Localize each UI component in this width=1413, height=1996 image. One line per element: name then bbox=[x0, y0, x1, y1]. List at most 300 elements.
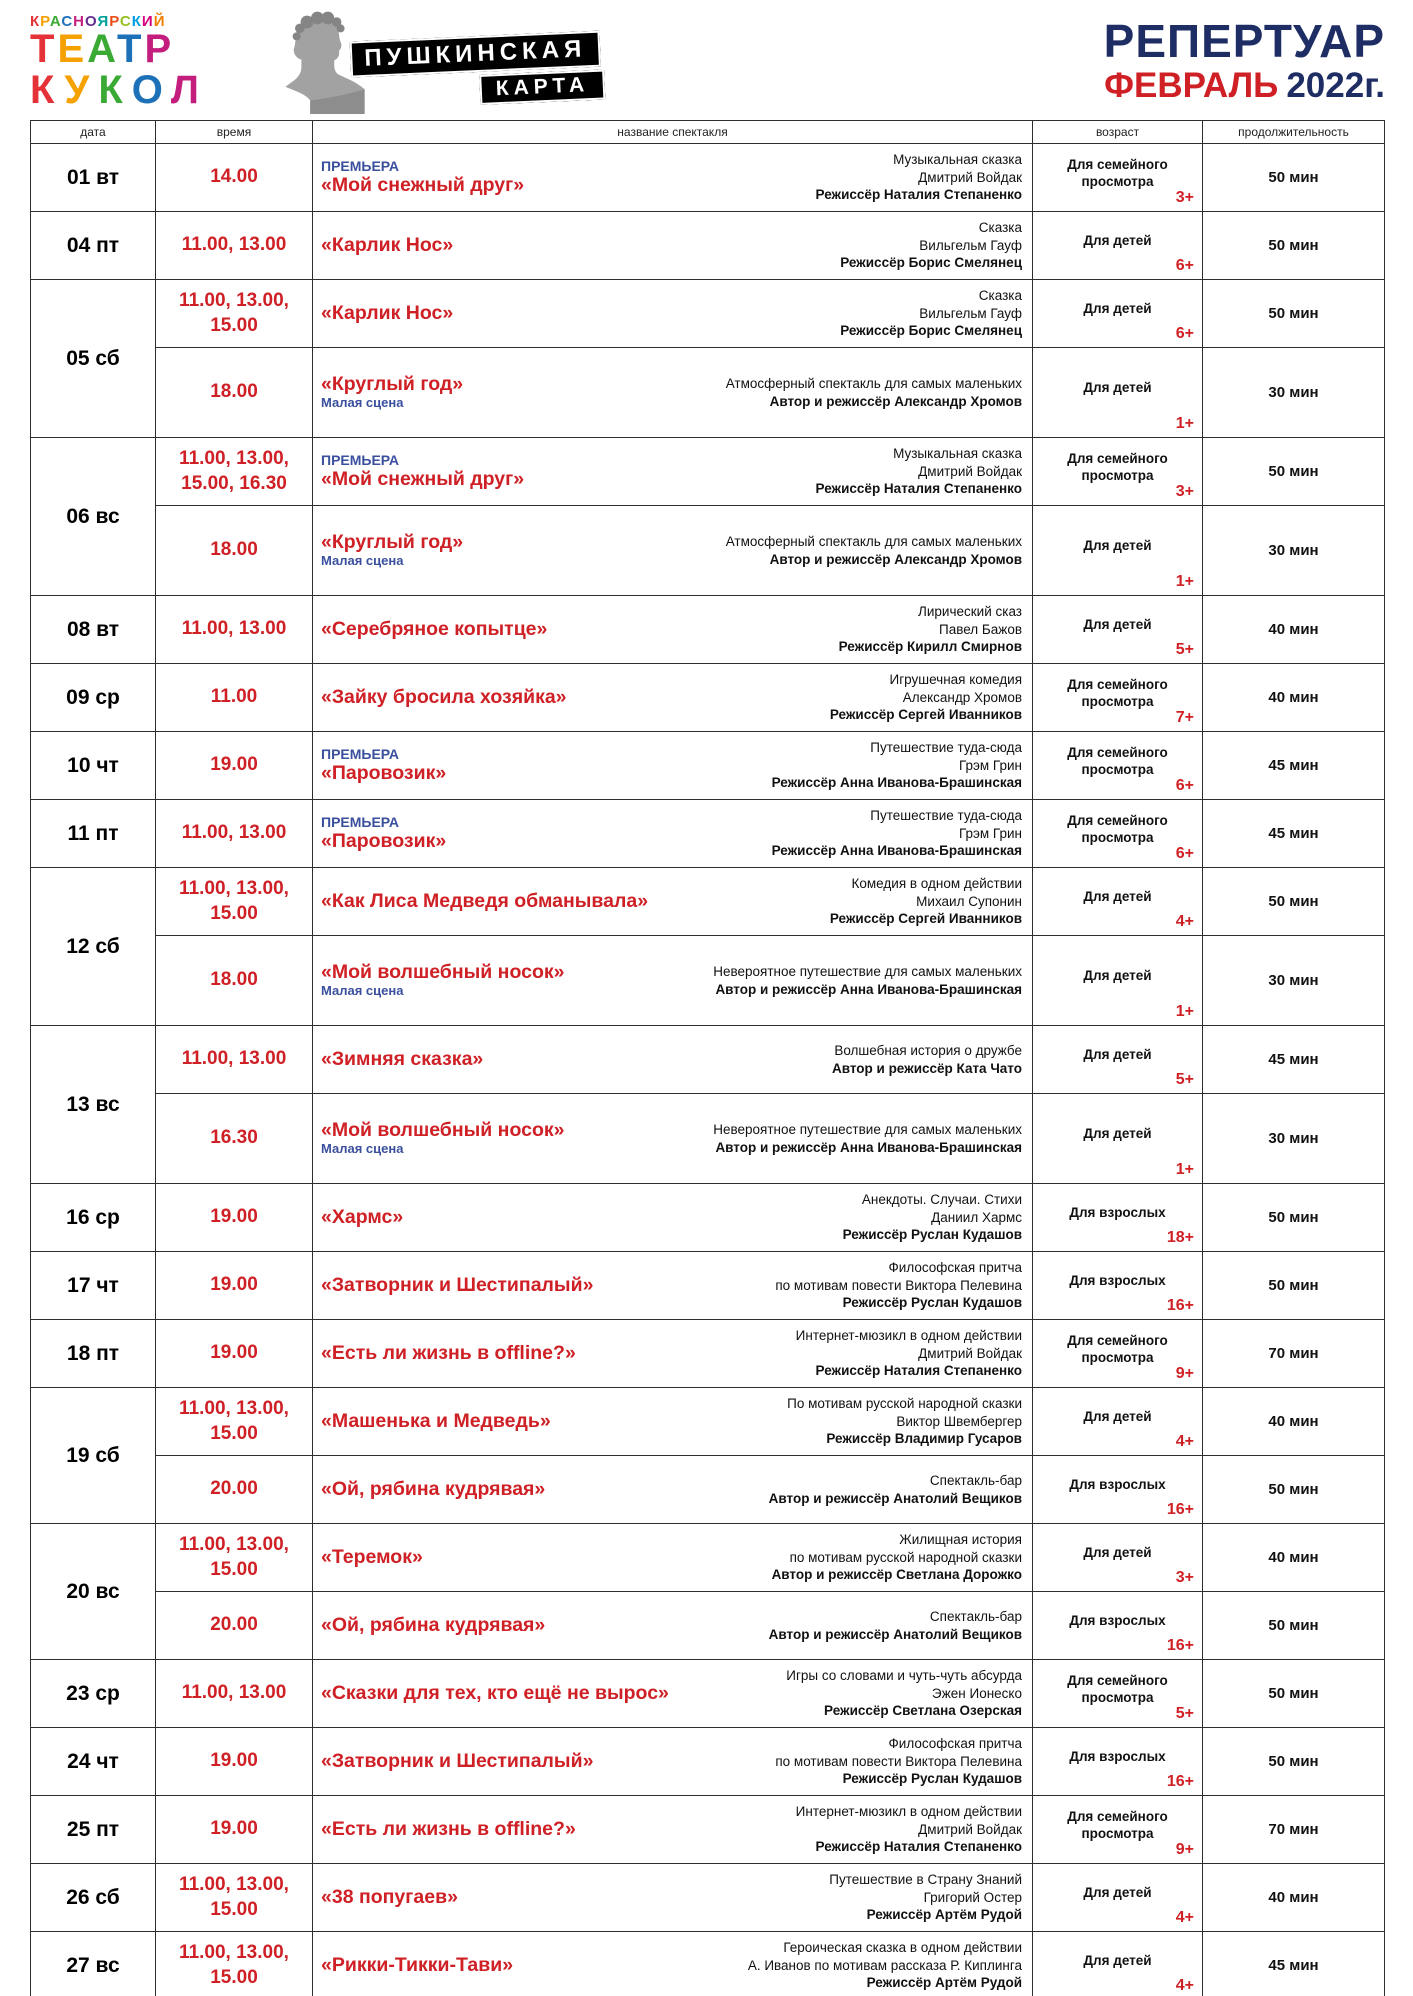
show-description bbox=[796, 1327, 1022, 1380]
premiere-label: ПРЕМЬЕРА bbox=[321, 158, 400, 175]
show-description bbox=[713, 963, 1022, 999]
description-line: Атмосферный спектакль для самых маленьких bbox=[725, 533, 1022, 549]
show-row bbox=[156, 212, 1384, 280]
show-title-block bbox=[321, 961, 564, 1000]
date-cell: 01 вт bbox=[31, 144, 156, 212]
duration-cell: 45 мин bbox=[1268, 1051, 1319, 1068]
repertoire-subtitle bbox=[1104, 66, 1385, 106]
description-lines bbox=[832, 1042, 1022, 1060]
schedule-group bbox=[31, 1026, 1384, 1184]
show-cell bbox=[313, 1388, 1033, 1455]
description-line: Невероятное путешествие для самых маленьких bbox=[713, 1121, 1022, 1137]
description-line: Грэм Грин bbox=[958, 757, 1022, 773]
director-line: Режиссёр Руслан Кудашов bbox=[842, 1227, 1022, 1243]
logo-line-theatre: ТЕАТР bbox=[30, 27, 175, 72]
group-rows bbox=[156, 144, 1384, 212]
director-line: Автор и режиссёр Анатолий Вещиков bbox=[768, 1490, 1022, 1506]
age-rating: 3+ bbox=[1175, 189, 1194, 206]
age-rating: 16+ bbox=[1166, 1297, 1194, 1314]
show-title-block bbox=[321, 1750, 593, 1772]
premiere-label: ПРЕМЬЕРА bbox=[321, 814, 400, 831]
audience-label: Для семейного просмотра bbox=[1067, 450, 1168, 483]
director-line: Режиссёр Кирилл Смирнов bbox=[838, 639, 1022, 655]
show-title-block bbox=[321, 1342, 576, 1364]
age-rating: 16+ bbox=[1166, 1773, 1194, 1790]
description-line: Игры со словами и чуть-чуть абсурда bbox=[786, 1667, 1022, 1683]
schedule-group bbox=[31, 212, 1384, 280]
show-row bbox=[156, 1660, 1384, 1728]
show-row bbox=[156, 936, 1384, 1026]
director-line: Автор и режиссёр Светлана Дорожко bbox=[771, 1567, 1022, 1583]
description-lines bbox=[769, 1472, 1022, 1490]
duration-cell: 50 мин bbox=[1268, 1277, 1319, 1294]
audience-label: Для детей bbox=[1083, 1953, 1152, 1969]
show-cell bbox=[313, 732, 1033, 799]
group-rows bbox=[156, 1796, 1384, 1864]
age-cell bbox=[1033, 1252, 1203, 1319]
audience-label: Для детей bbox=[1083, 1047, 1152, 1063]
show-title-block bbox=[321, 1886, 458, 1908]
duration-cell: 30 мин bbox=[1268, 972, 1319, 989]
show-cell bbox=[313, 1320, 1033, 1387]
show-description bbox=[726, 375, 1022, 411]
show-cell bbox=[313, 664, 1033, 731]
age-cell bbox=[1033, 1864, 1203, 1931]
show-description bbox=[775, 1259, 1022, 1312]
age-cell bbox=[1033, 1932, 1203, 1996]
audience-label: Для семейного просмотра bbox=[1067, 1332, 1168, 1365]
show-title-block bbox=[321, 1478, 545, 1500]
description-line: Вильгельм Гауф bbox=[919, 237, 1022, 253]
time-cell: 19.00 bbox=[156, 732, 313, 799]
age-rating: 4+ bbox=[1175, 913, 1194, 930]
group-rows bbox=[156, 1864, 1384, 1932]
show-title: «Затворник и Шестипалый» bbox=[321, 1274, 594, 1297]
director-line: Режиссёр Артём Рудой bbox=[866, 1975, 1022, 1991]
schedule-group bbox=[31, 144, 1384, 212]
description-line: Даниил Хармс bbox=[931, 1209, 1022, 1225]
director-line: Автор и режиссёр Анна Иванова-Брашинская bbox=[715, 1139, 1022, 1155]
col-header-duration: продолжительность bbox=[1238, 125, 1349, 139]
age-cell bbox=[1033, 438, 1203, 505]
description-line: Философская притча bbox=[888, 1735, 1022, 1751]
description-line: Спектакль-бар bbox=[929, 1608, 1022, 1624]
show-title: «Карлик Нос» bbox=[321, 234, 454, 257]
description-line: Путешествие в Страну Знаний bbox=[829, 1871, 1022, 1887]
description-line: Сказка bbox=[978, 287, 1022, 303]
show-description bbox=[830, 671, 1022, 724]
duration-cell: 70 мин bbox=[1268, 1821, 1319, 1838]
show-description bbox=[816, 445, 1022, 498]
description-line: Путешествие туда-сюда bbox=[870, 807, 1022, 823]
group-rows bbox=[156, 1320, 1384, 1388]
description-line: Анекдоты. Случаи. Стихи bbox=[861, 1191, 1022, 1207]
show-row bbox=[156, 596, 1384, 664]
duration-cell: 45 мин bbox=[1268, 757, 1319, 774]
age-cell bbox=[1033, 868, 1203, 935]
date-cell: 19 сб bbox=[31, 1388, 156, 1524]
show-description bbox=[796, 1803, 1022, 1856]
show-cell bbox=[313, 936, 1033, 1025]
audience-label: Для взрослых bbox=[1069, 1749, 1166, 1765]
page-header bbox=[30, 10, 1385, 116]
show-row bbox=[156, 1252, 1384, 1320]
age-cell bbox=[1033, 280, 1203, 347]
description-lines bbox=[726, 375, 1022, 393]
time-cell: 11.00, 13.00, 15.00 bbox=[156, 1388, 313, 1455]
age-rating: 3+ bbox=[1175, 483, 1194, 500]
audience-label: Для детей bbox=[1083, 617, 1152, 633]
date-cell: 16 ср bbox=[31, 1184, 156, 1252]
audience-label: Для детей bbox=[1083, 1545, 1152, 1561]
group-rows bbox=[156, 280, 1384, 438]
date-cell: 26 сб bbox=[31, 1864, 156, 1932]
show-title: «Карлик Нос» bbox=[321, 302, 454, 325]
age-cell bbox=[1033, 348, 1203, 437]
age-cell bbox=[1033, 596, 1203, 663]
time-cell: 11.00, 13.00 bbox=[156, 1026, 313, 1093]
show-title-block bbox=[321, 1274, 593, 1296]
group-rows bbox=[156, 732, 1384, 800]
show-description bbox=[726, 533, 1022, 569]
audience-label: Для семейного просмотра bbox=[1067, 744, 1168, 777]
age-cell bbox=[1033, 1388, 1203, 1455]
time-cell: 11.00, 13.00, 15.00 bbox=[156, 1864, 313, 1931]
age-rating: 4+ bbox=[1175, 1433, 1194, 1450]
director-line: Режиссёр Анна Иванова-Брашинская bbox=[771, 775, 1022, 791]
time-cell: 11.00, 13.00, 15.00 bbox=[156, 1932, 313, 1996]
show-description bbox=[832, 1042, 1022, 1078]
duration-cell: 40 мин bbox=[1268, 1889, 1319, 1906]
group-rows bbox=[156, 868, 1384, 1026]
show-description bbox=[772, 739, 1022, 792]
description-line: Атмосферный спектакль для самых маленьких bbox=[725, 375, 1022, 391]
director-line: Режиссёр Сергей Иванников bbox=[829, 707, 1022, 723]
logo-line-city: КРАСНОЯРСКИЙ bbox=[30, 13, 166, 30]
description-lines bbox=[839, 603, 1022, 639]
age-cell bbox=[1033, 1524, 1203, 1591]
age-rating: 5+ bbox=[1175, 641, 1194, 658]
group-rows bbox=[156, 438, 1384, 596]
show-title-block bbox=[321, 158, 524, 197]
duration-cell: 40 мин bbox=[1268, 1413, 1319, 1430]
description-line: Павел Бажов bbox=[939, 621, 1022, 637]
date-cell: 23 ср bbox=[31, 1660, 156, 1728]
stage-label: Малая сцена bbox=[321, 395, 404, 411]
time-cell: 20.00 bbox=[156, 1456, 313, 1523]
time-cell: 11.00, 13.00 bbox=[156, 800, 313, 867]
pushkin-card-label bbox=[350, 31, 606, 111]
age-rating: 16+ bbox=[1166, 1637, 1194, 1654]
show-title: «Хармс» bbox=[321, 1206, 404, 1229]
group-rows bbox=[156, 1524, 1384, 1660]
show-title-block bbox=[321, 1048, 483, 1070]
date-cell: 18 пт bbox=[31, 1320, 156, 1388]
schedule-group bbox=[31, 868, 1384, 1026]
schedule-group bbox=[31, 1184, 1384, 1252]
audience-label: Для взрослых bbox=[1069, 1205, 1166, 1221]
description-lines bbox=[713, 1121, 1022, 1139]
show-title: «Есть ли жизнь в offline?» bbox=[321, 1342, 576, 1365]
show-title-block bbox=[321, 1614, 545, 1636]
time-cell: 11.00, 13.00 bbox=[156, 1660, 313, 1727]
director-line: Режиссёр Руслан Кудашов bbox=[842, 1771, 1022, 1787]
date-cell: 13 вс bbox=[31, 1026, 156, 1184]
time-cell: 18.00 bbox=[156, 936, 313, 1025]
age-rating: 1+ bbox=[1175, 1003, 1194, 1020]
description-line: Григорий Остер bbox=[923, 1889, 1022, 1905]
description-lines bbox=[796, 1327, 1022, 1363]
show-cell bbox=[313, 1660, 1033, 1727]
show-cell bbox=[313, 144, 1033, 211]
stage-label: Малая сцена bbox=[321, 1141, 404, 1157]
show-cell bbox=[313, 1796, 1033, 1863]
age-rating: 5+ bbox=[1175, 1705, 1194, 1722]
description-lines bbox=[816, 151, 1022, 187]
description-line: Философская притча bbox=[888, 1259, 1022, 1275]
show-title-block bbox=[321, 686, 567, 708]
show-row bbox=[156, 1026, 1384, 1094]
director-line: Режиссёр Наталия Степаненко bbox=[815, 481, 1022, 497]
col-header-title: название спектакля bbox=[313, 121, 1033, 143]
description-line: Путешествие туда-сюда bbox=[870, 739, 1022, 755]
description-line: Героическая сказка в одном действии bbox=[783, 1939, 1022, 1955]
age-cell bbox=[1033, 936, 1203, 1025]
director-line: Режиссёр Владимир Гусаров bbox=[826, 1431, 1022, 1447]
group-rows bbox=[156, 664, 1384, 732]
show-description bbox=[787, 1395, 1022, 1448]
show-title-block bbox=[321, 1206, 403, 1228]
schedule-group bbox=[31, 800, 1384, 868]
age-rating: 6+ bbox=[1175, 325, 1194, 342]
show-row bbox=[156, 1864, 1384, 1932]
age-cell bbox=[1033, 1660, 1203, 1727]
show-title: «Есть ли жизнь в offline?» bbox=[321, 1818, 576, 1841]
show-title: «Мой волшебный носок» bbox=[321, 1118, 565, 1141]
show-title-block bbox=[321, 302, 453, 324]
show-title: «Зимняя сказка» bbox=[321, 1048, 484, 1071]
duration-cell: 45 мин bbox=[1268, 1957, 1319, 1974]
director-line: Автор и режиссёр Анатолий Вещиков bbox=[768, 1626, 1022, 1642]
show-cell bbox=[313, 596, 1033, 663]
schedule-group bbox=[31, 1320, 1384, 1388]
date-cell: 24 чт bbox=[31, 1728, 156, 1796]
duration-cell: 50 мин bbox=[1268, 1617, 1319, 1634]
show-title: «Затворник и Шестипалый» bbox=[321, 1750, 594, 1773]
description-lines bbox=[787, 1395, 1022, 1431]
show-row bbox=[156, 1592, 1384, 1660]
description-line: По мотивам русской народной сказки bbox=[787, 1395, 1022, 1411]
schedule-group bbox=[31, 1388, 1384, 1524]
description-lines bbox=[816, 445, 1022, 481]
description-lines bbox=[840, 219, 1022, 255]
date-cell: 25 пт bbox=[31, 1796, 156, 1864]
show-title: «Теремок» bbox=[321, 1546, 423, 1569]
audience-label: Для семейного просмотра bbox=[1067, 676, 1168, 709]
group-rows bbox=[156, 1660, 1384, 1728]
show-row bbox=[156, 868, 1384, 936]
time-cell: 11.00, 13.00, 15.00 bbox=[156, 1524, 313, 1591]
duration-cell: 30 мин bbox=[1268, 542, 1319, 559]
duration-cell: 40 мин bbox=[1268, 621, 1319, 638]
director-line: Автор и режиссёр Александр Хромов bbox=[769, 551, 1022, 567]
age-rating: 1+ bbox=[1175, 573, 1194, 590]
age-cell bbox=[1033, 1026, 1203, 1093]
month-label: ФЕВРАЛЬ bbox=[1104, 66, 1279, 105]
age-cell bbox=[1033, 1184, 1203, 1251]
duration-cell: 50 мин bbox=[1268, 1209, 1319, 1226]
time-cell: 19.00 bbox=[156, 1184, 313, 1251]
director-line: Режиссёр Руслан Кудашов bbox=[842, 1295, 1022, 1311]
show-title-block bbox=[321, 814, 446, 853]
age-rating: 6+ bbox=[1175, 257, 1194, 274]
director-line: Режиссёр Анна Иванова-Брашинская bbox=[771, 843, 1022, 859]
description-lines bbox=[769, 1608, 1022, 1626]
show-title: «38 попугаев» bbox=[321, 1886, 458, 1909]
description-lines bbox=[843, 1191, 1022, 1227]
audience-label: Для семейного просмотра bbox=[1067, 812, 1168, 845]
show-description bbox=[775, 1735, 1022, 1788]
age-cell bbox=[1033, 664, 1203, 731]
duration-cell: 30 мин bbox=[1268, 1130, 1319, 1147]
director-line: Автор и режиссёр Александр Хромов bbox=[769, 393, 1022, 409]
age-rating: 18+ bbox=[1166, 1229, 1194, 1246]
show-title-block bbox=[321, 1682, 669, 1704]
show-title: «Машенька и Медведь» bbox=[321, 1410, 551, 1433]
description-lines bbox=[772, 807, 1022, 843]
date-cell: 20 вс bbox=[31, 1524, 156, 1660]
show-title-block bbox=[321, 1546, 423, 1568]
age-cell bbox=[1033, 1796, 1203, 1863]
audience-label: Для взрослых bbox=[1069, 1273, 1166, 1289]
show-row bbox=[156, 1094, 1384, 1184]
show-row bbox=[156, 1456, 1384, 1524]
age-cell bbox=[1033, 1320, 1203, 1387]
show-cell bbox=[313, 506, 1033, 595]
age-rating: 4+ bbox=[1175, 1977, 1194, 1994]
show-description bbox=[772, 1531, 1022, 1584]
age-rating: 1+ bbox=[1175, 1161, 1194, 1178]
show-title-block bbox=[321, 1119, 564, 1158]
show-title-block bbox=[321, 890, 648, 912]
description-line: Дмитрий Войдак bbox=[918, 1345, 1022, 1361]
show-cell bbox=[313, 1592, 1033, 1659]
description-lines bbox=[775, 1259, 1022, 1295]
description-lines bbox=[796, 1803, 1022, 1839]
time-cell: 18.00 bbox=[156, 348, 313, 437]
premiere-label: ПРЕМЬЕРА bbox=[321, 452, 400, 469]
time-cell: 19.00 bbox=[156, 1728, 313, 1795]
pushkin-card-line1: ПУШКИНСКАЯ bbox=[350, 31, 601, 78]
group-rows bbox=[156, 1932, 1384, 1996]
audience-label: Для детей bbox=[1083, 380, 1152, 396]
description-line: Дмитрий Войдак bbox=[918, 463, 1022, 479]
date-cell: 17 чт bbox=[31, 1252, 156, 1320]
description-line: Волшебная история о дружбе bbox=[834, 1042, 1022, 1058]
theatre-logo bbox=[30, 10, 245, 111]
description-line: по мотивам русской народной сказки bbox=[789, 1549, 1022, 1565]
description-line: Спектакль-бар bbox=[929, 1472, 1022, 1488]
date-cell: 04 пт bbox=[31, 212, 156, 280]
date-cell: 11 пт bbox=[31, 800, 156, 868]
duration-cell: 50 мин bbox=[1268, 463, 1319, 480]
show-description bbox=[769, 1608, 1022, 1644]
description-line: Виктор Швембергер bbox=[896, 1413, 1022, 1429]
director-line: Автор и режиссёр Ката Чато bbox=[831, 1060, 1022, 1076]
show-description bbox=[769, 1472, 1022, 1508]
description-line: Александр Хромов bbox=[902, 689, 1022, 705]
show-cell bbox=[313, 1728, 1033, 1795]
show-row bbox=[156, 664, 1384, 732]
director-line: Режиссёр Наталия Степаненко bbox=[815, 1839, 1022, 1855]
show-description bbox=[772, 807, 1022, 860]
show-title-block bbox=[321, 1818, 576, 1840]
time-cell: 11.00, 13.00, 15.00, 16.30 bbox=[156, 438, 313, 505]
show-title: «Мой снежный друг» bbox=[321, 174, 525, 197]
time-cell: 16.30 bbox=[156, 1094, 313, 1183]
repertoire-title: РЕПЕРТУАР bbox=[1103, 15, 1385, 67]
show-cell bbox=[313, 438, 1033, 505]
director-line: Режиссёр Наталия Степаненко bbox=[815, 1363, 1022, 1379]
schedule-group bbox=[31, 1524, 1384, 1660]
show-title-block bbox=[321, 1410, 551, 1432]
stage-label: Малая сцена bbox=[321, 553, 404, 569]
show-title: «Мой снежный друг» bbox=[321, 468, 525, 491]
audience-label: Для детей bbox=[1083, 1885, 1152, 1901]
age-rating: 4+ bbox=[1175, 1909, 1194, 1926]
logo-line-kukol: КУКОЛ bbox=[30, 68, 208, 113]
show-description bbox=[786, 1667, 1022, 1720]
show-row bbox=[156, 506, 1384, 596]
show-title: «Круглый год» bbox=[321, 530, 464, 553]
show-description bbox=[839, 603, 1022, 656]
schedule-group bbox=[31, 438, 1384, 596]
age-cell bbox=[1033, 1728, 1203, 1795]
time-cell: 11.00 bbox=[156, 664, 313, 731]
show-cell bbox=[313, 1252, 1033, 1319]
description-lines bbox=[830, 875, 1022, 911]
age-rating: 1+ bbox=[1175, 415, 1194, 432]
time-cell: 19.00 bbox=[156, 1320, 313, 1387]
audience-label: Для взрослых bbox=[1069, 1613, 1166, 1629]
age-rating: 6+ bbox=[1175, 777, 1194, 794]
audience-label: Для детей bbox=[1083, 538, 1152, 554]
duration-cell: 30 мин bbox=[1268, 384, 1319, 401]
show-title-block bbox=[321, 531, 463, 570]
audience-label: Для детей bbox=[1083, 1126, 1152, 1142]
show-description bbox=[840, 219, 1022, 272]
show-title-block bbox=[321, 618, 547, 640]
show-title: «Зайку бросила хозяйка» bbox=[321, 686, 567, 709]
show-title: «Ой, рябина кудрявая» bbox=[321, 1614, 546, 1637]
show-description bbox=[816, 151, 1022, 204]
age-cell bbox=[1033, 144, 1203, 211]
duration-cell: 50 мин bbox=[1268, 1685, 1319, 1702]
time-cell: 20.00 bbox=[156, 1592, 313, 1659]
show-description bbox=[713, 1121, 1022, 1157]
description-lines bbox=[775, 1735, 1022, 1771]
group-rows bbox=[156, 1252, 1384, 1320]
premiere-label: ПРЕМЬЕРА bbox=[321, 746, 400, 763]
duration-cell: 50 мин bbox=[1268, 893, 1319, 910]
pushkin-card-logo bbox=[275, 10, 604, 114]
audience-label: Для детей bbox=[1083, 889, 1152, 905]
show-cell bbox=[313, 800, 1033, 867]
description-line: А. Иванов по мотивам рассказа Р. Киплинга bbox=[747, 1957, 1022, 1973]
audience-label: Для семейного просмотра bbox=[1067, 1808, 1168, 1841]
date-cell: 10 чт bbox=[31, 732, 156, 800]
description-line: Вильгельм Гауф bbox=[919, 305, 1022, 321]
